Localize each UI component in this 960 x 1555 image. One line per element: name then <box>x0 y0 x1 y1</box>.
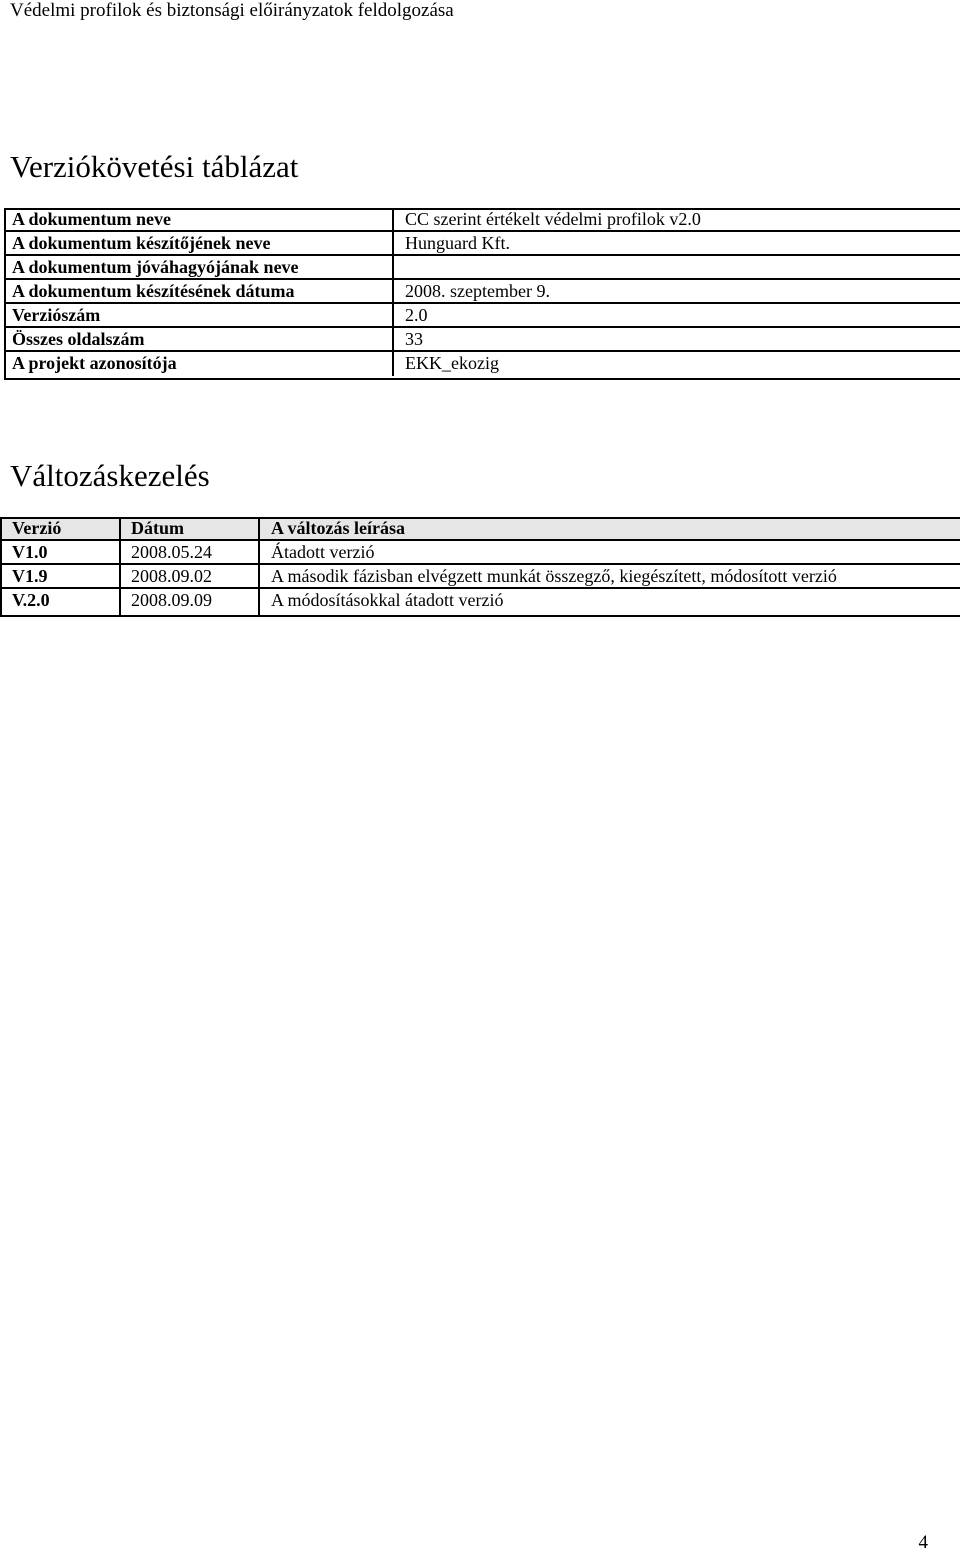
row-value: EKK_ekozig <box>405 353 499 373</box>
row-label: A dokumentum neve <box>12 209 172 229</box>
table-row <box>4 280 960 304</box>
header-date: Dátum <box>131 518 184 538</box>
row-label: A dokumentum készítőjének neve <box>12 233 271 253</box>
header-description: A változás leírása <box>271 518 405 538</box>
column-separator <box>392 304 394 328</box>
column-separator <box>392 328 394 352</box>
cell-description: Átadott verzió <box>271 542 375 562</box>
cell-description: A második fázisban elvégzett munkát összegző, kiegészített, módosított verzió <box>271 566 837 586</box>
table-row <box>4 352 960 376</box>
table-row <box>4 208 960 232</box>
table-row <box>4 328 960 352</box>
cell-version: V.2.0 <box>12 590 50 610</box>
row-label: A dokumentum jóváhagyójának neve <box>12 257 299 277</box>
page-number: 4 <box>918 1532 928 1553</box>
table-row <box>4 304 960 328</box>
row-label: A dokumentum készítésének dátuma <box>12 281 295 301</box>
column-separator <box>392 256 394 280</box>
row-value: Hunguard Kft. <box>405 233 510 253</box>
row-value: 2008. szeptember 9. <box>405 281 550 301</box>
column-separator <box>392 352 394 376</box>
row-label: Verziószám <box>12 305 101 325</box>
cell-version: V1.9 <box>12 566 48 586</box>
version-table-title: Verziókövetési táblázat <box>10 149 299 184</box>
row-label: A projekt azonosítója <box>12 353 177 373</box>
cell-date: 2008.05.24 <box>131 542 212 562</box>
row-value: 2.0 <box>405 305 428 325</box>
cell-date: 2008.09.09 <box>131 590 212 610</box>
row-label: Összes oldalszám <box>12 329 145 349</box>
column-separator <box>392 232 394 256</box>
running-header: Védelmi profilok és biztonsági előirányzatok feldolgozása <box>10 0 454 21</box>
column-separator <box>392 280 394 304</box>
table-row <box>0 541 960 565</box>
cell-date: 2008.09.02 <box>131 566 212 586</box>
table-row <box>4 256 960 280</box>
table-row <box>0 565 960 589</box>
cell-description: A módosításokkal átadott verzió <box>271 590 504 610</box>
changes-section-title: Változáskezelés <box>10 458 210 493</box>
table-row <box>4 232 960 256</box>
cell-version: V1.0 <box>12 542 48 562</box>
header-version: Verzió <box>12 518 62 538</box>
version-tracking-table <box>0 208 960 380</box>
table-header-row <box>0 517 960 541</box>
table-row <box>0 589 960 613</box>
row-value: 33 <box>405 329 423 349</box>
column-separator <box>392 208 394 232</box>
row-value: CC szerint értékelt védelmi profilok v2.0 <box>405 209 701 229</box>
column-separator <box>258 517 260 617</box>
column-separator <box>119 517 121 617</box>
change-management-table <box>0 517 960 617</box>
